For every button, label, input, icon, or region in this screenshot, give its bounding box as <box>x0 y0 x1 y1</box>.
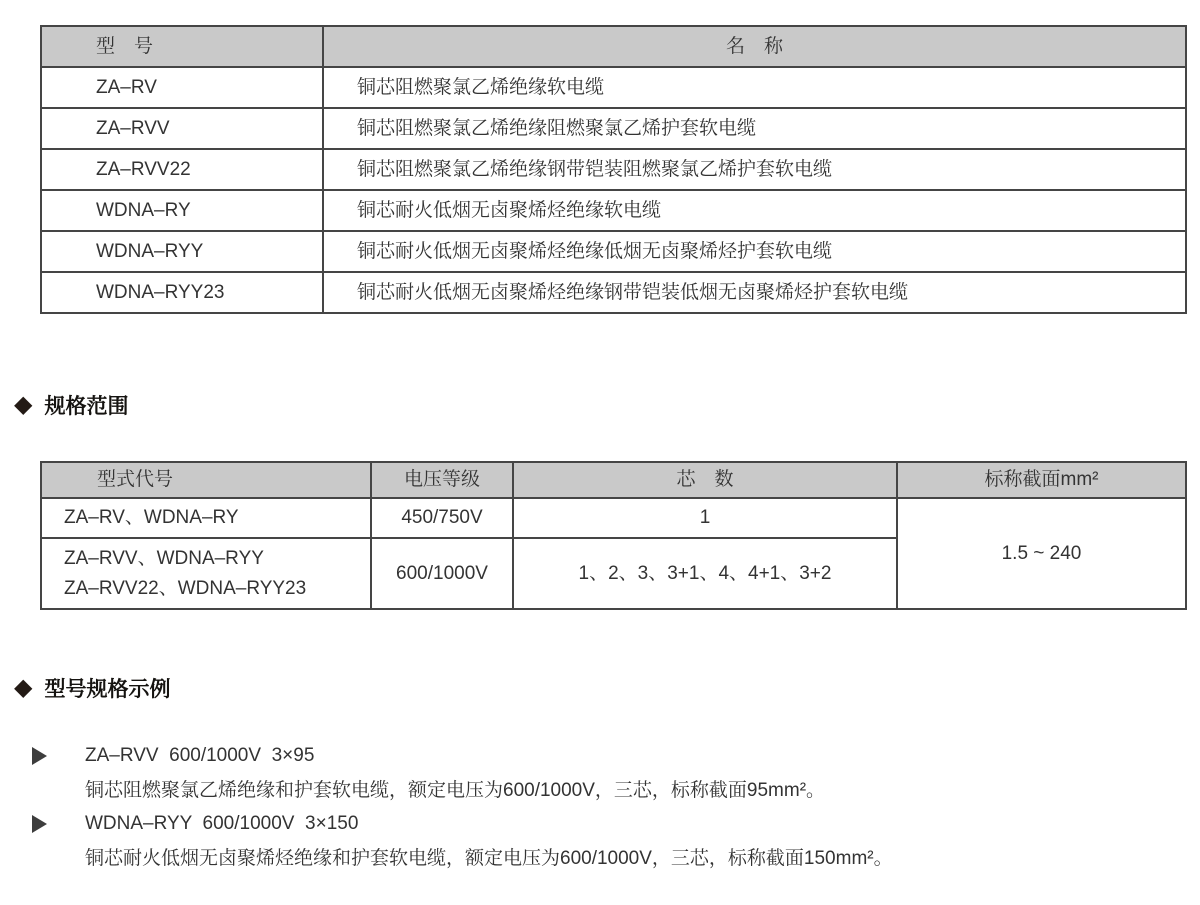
table-row <box>41 190 1186 231</box>
spec-table-header-row <box>41 462 1186 498</box>
type-codes-line2: ZA–RVV22、WDNA–RYY23 <box>64 577 307 599</box>
model-table-header-row <box>41 26 1186 67</box>
spec-header-cross-section: 标称截面mm² <box>897 462 1186 498</box>
voltage-cell: 600/1000V <box>371 538 513 609</box>
list-item <box>32 808 1132 873</box>
example-title-row <box>32 740 1132 772</box>
table-row <box>41 67 1186 108</box>
name-cell: 铜芯耐火低烟无卤聚烯烃绝缘低烟无卤聚烯烃护套软电缆 <box>323 231 1186 272</box>
type-codes-cell <box>41 538 371 609</box>
section-title: 规格范围 <box>44 395 129 418</box>
table-row <box>41 149 1186 190</box>
model-cell: WDNA–RYY <box>41 231 323 272</box>
model-table-header-model: 型 号 <box>41 26 323 67</box>
example-title: WDNA–RYY 600/1000V 3×150 <box>85 813 359 834</box>
section-title: 型号规格示例 <box>44 678 171 701</box>
type-codes-cell: ZA–RV、WDNA–RY <box>41 498 371 538</box>
spec-header-voltage: 电压等级 <box>371 462 513 498</box>
model-cell: ZA–RV <box>41 67 323 108</box>
example-title-row <box>32 808 1132 840</box>
example-title: ZA–RVV 600/1000V 3×95 <box>85 745 315 766</box>
list-item <box>32 740 1132 805</box>
triangle-bullet-icon <box>32 747 47 765</box>
spec-header-cores: 芯 数 <box>513 462 897 498</box>
name-cell: 铜芯耐火低烟无卤聚烯烃绝缘钢带铠装低烟无卤聚烯烃护套软电缆 <box>323 272 1186 313</box>
table-row <box>41 231 1186 272</box>
spec-header-type-code: 型式代号 <box>41 462 371 498</box>
name-cell: 铜芯耐火低烟无卤聚烯烃绝缘软电缆 <box>323 190 1186 231</box>
model-cell: ZA–RVV <box>41 108 323 149</box>
triangle-bullet-icon <box>32 815 47 833</box>
diamond-bullet-icon: ◆ <box>14 674 33 701</box>
model-cell: WDNA–RY <box>41 190 323 231</box>
table-row <box>41 108 1186 149</box>
cores-cell: 1、2、3、3+1、4、4+1、3+2 <box>513 538 897 609</box>
voltage-cell: 450/750V <box>371 498 513 538</box>
model-name-table <box>40 25 1187 314</box>
name-cell: 铜芯阻燃聚氯乙烯绝缘阻燃聚氯乙烯护套软电缆 <box>323 108 1186 149</box>
cross-section-cell: 1.5 ~ 240 <box>897 498 1186 609</box>
section-heading-spec-range <box>14 390 128 420</box>
name-cell: 铜芯阻燃聚氯乙烯绝缘软电缆 <box>323 67 1186 108</box>
type-codes-line1: ZA–RVV、WDNA–RYY <box>64 548 264 570</box>
section-heading-examples <box>14 673 170 703</box>
examples-list <box>32 740 1132 876</box>
example-description: 铜芯耐火低烟无卤聚烯烃绝缘和护套软电缆，额定电压为600/1000V，三芯，标称截面150mm²。 <box>85 848 893 869</box>
example-description: 铜芯阻燃聚氯乙烯绝缘和护套软电缆，额定电压为600/1000V，三芯，标称截面95mm²。 <box>85 780 826 801</box>
model-cell: ZA–RVV22 <box>41 149 323 190</box>
table-row <box>41 498 1186 538</box>
diamond-bullet-icon: ◆ <box>14 391 33 418</box>
name-cell: 铜芯阻燃聚氯乙烯绝缘钢带铠装阻燃聚氯乙烯护套软电缆 <box>323 149 1186 190</box>
table-row <box>41 272 1186 313</box>
model-table-header-name: 名 称 <box>323 26 1186 67</box>
cores-cell: 1 <box>513 498 897 538</box>
model-cell: WDNA–RYY23 <box>41 272 323 313</box>
spec-range-table <box>40 461 1187 610</box>
